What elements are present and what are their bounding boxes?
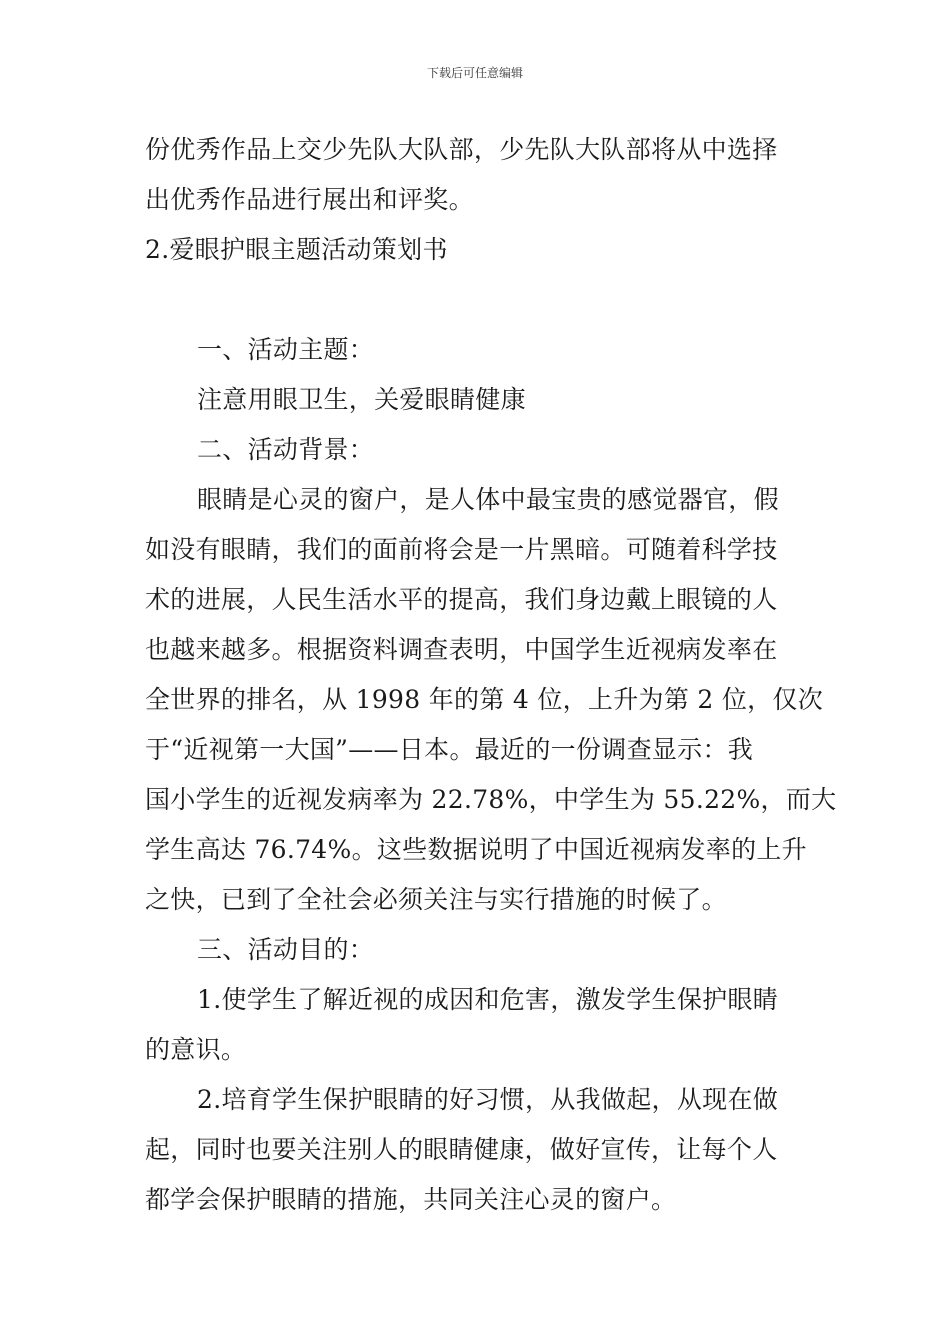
paragraph-line: 起，同时也要关注别人的眼睛健康，做好宣传，让每个人 — [145, 1135, 778, 1164]
paragraph-line: 眼睛是心灵的窗户，是人体中最宝贵的感觉器官，假 — [197, 485, 779, 514]
paragraph-line: 也越来越多。根据资料调查表明，中国学生近视病发率在 — [145, 635, 778, 664]
paragraph-line: 之快，已到了全社会必须关注与实行措施的时候了。 — [145, 885, 727, 914]
heading-background: 二、活动背景： — [197, 435, 375, 464]
paragraph-line: 1.使学生了解近视的成因和危害，激发学生保护眼睛 — [197, 985, 779, 1014]
paragraph-line: 国小学生的近视发病率为 22.78%，中学生为 55.22%，而大 — [145, 785, 837, 814]
blank-line — [145, 275, 807, 325]
document-body — [145, 125, 837, 1225]
page-header: 下载后可任意编辑 — [426, 66, 523, 80]
paragraph-line: 份优秀作品上交少先队大队部，少先队大队部将从中选择 — [145, 135, 778, 164]
paragraph-line: 出优秀作品进行展出和评奖。 — [145, 185, 474, 214]
paragraph-line: 都学会保护眼睛的措施，共同关注心灵的窗户。 — [145, 1185, 677, 1214]
paragraph-line: 的意识。 — [145, 1035, 247, 1064]
paragraph-line: 于“近视第一大国”——日本。最近的一份调查显示：我 — [145, 735, 754, 764]
heading-theme: 一、活动主题： — [197, 335, 375, 364]
paragraph-line: 全世界的排名，从 1998 年的第 4 位，上升为第 2 位，仅次 — [145, 685, 824, 714]
paragraph-line: 学生高达 76.74%。这些数据说明了中国近视病发率的上升 — [145, 835, 807, 864]
paragraph-line: 2.培育学生保护眼睛的好习惯，从我做起，从现在做 — [197, 1085, 779, 1114]
theme-text: 注意用眼卫生，关爱眼睛健康 — [197, 385, 526, 414]
section-title: 2.爱眼护眼主题活动策划书 — [145, 235, 448, 264]
heading-purpose: 三、活动目的： — [197, 935, 375, 964]
paragraph-line: 如没有眼睛，我们的面前将会是一片黑暗。可随着科学技 — [145, 535, 778, 564]
paragraph-line: 术的进展，人民生活水平的提高，我们身边戴上眼镜的人 — [145, 585, 778, 614]
